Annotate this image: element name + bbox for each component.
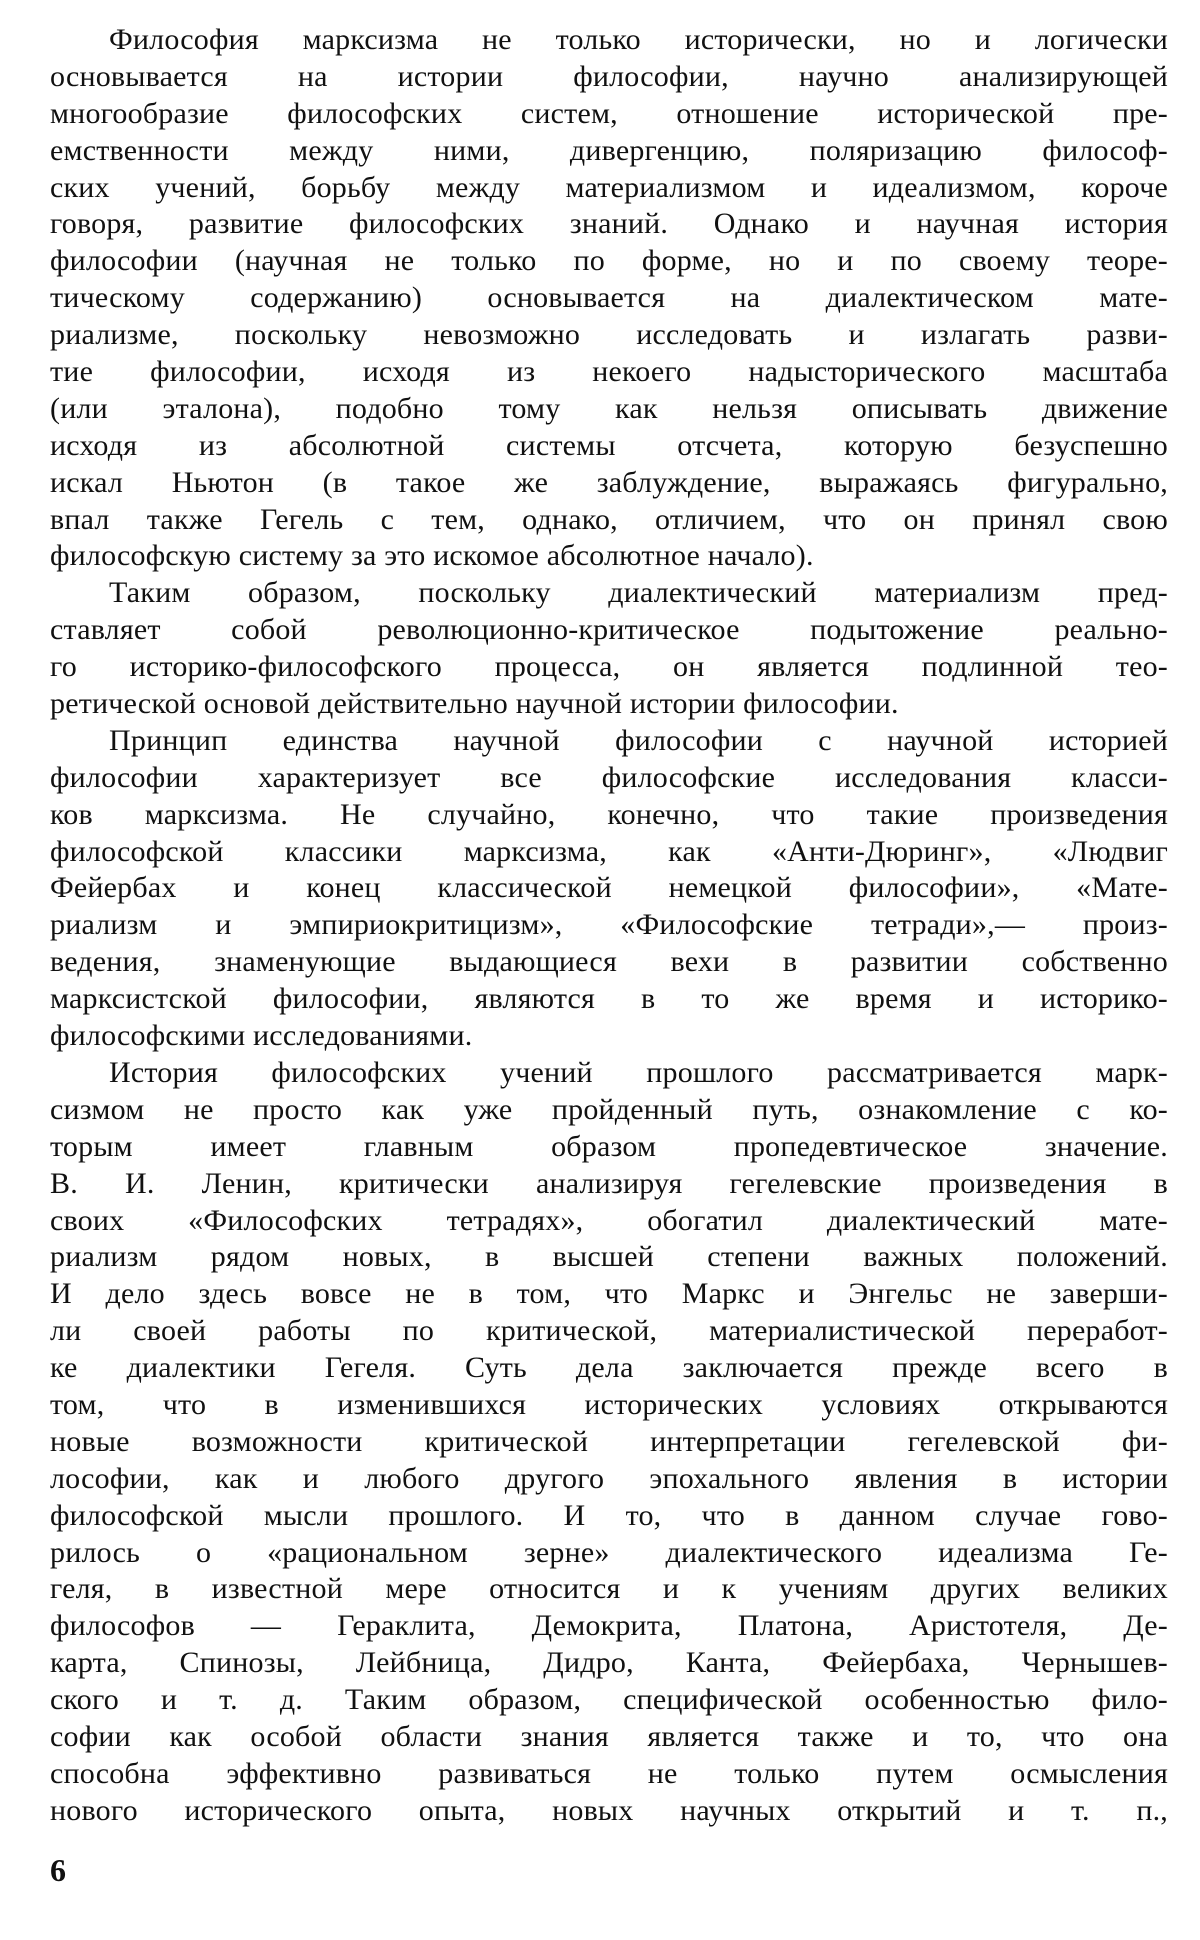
text-line: Таким образом, поскольку диалектический материализм пред- xyxy=(109,576,1168,610)
text-line: философской мысли прошлого. И то, что в данном случае гово- xyxy=(50,1498,1168,1532)
text-line: рилось о «рациональном зерне» диалектического идеализма Ге- xyxy=(50,1535,1168,1569)
text-line: философии характеризует все философские исследования класси- xyxy=(50,760,1168,794)
paragraph-3 xyxy=(50,723,1168,1055)
text-line: основывается на истории философии, научно анализирующей xyxy=(50,59,1168,93)
text-line: емственности между ними, дивергенцию, поляризацию философ- xyxy=(50,133,1168,167)
page-number: 6 xyxy=(50,1852,66,1888)
text-line: карта, Спинозы, Лейбница, Дидро, Канта, Фейербаха, Чернышев- xyxy=(50,1646,1168,1680)
text-line: ли своей работы по критической, материалистической переработ- xyxy=(50,1314,1168,1348)
text-line: ставляет собой революционно-критическое подытожение реально- xyxy=(50,613,1168,647)
paragraph-2 xyxy=(50,575,1168,723)
text-line: ков марксизма. Не случайно, конечно, что такие произведения xyxy=(50,797,1168,831)
text-line: софии как особой области знания является также и то, что она xyxy=(50,1719,1168,1753)
text-line: том, что в изменившихся исторических условиях открываются xyxy=(50,1387,1168,1421)
text-line: способна эффективно развиваться не только путем осмысления xyxy=(50,1756,1168,1790)
text-line: впал также Гегель с тем, однако, отличием, что он принял свою xyxy=(50,502,1168,536)
text-line: философскую систему за это искомое абсолютное начало). xyxy=(50,539,814,573)
text-line: И дело здесь вовсе не в том, что Маркс и Энгельс не заверши- xyxy=(50,1277,1168,1311)
text-line: ского и т. д. Таким образом, специфической особенностью фило- xyxy=(50,1683,1168,1717)
text-line: новые возможности критической интерпретации гегелевской фи- xyxy=(50,1424,1168,1458)
text-line: Фейербах и конец классической немецкой философии», «Мате- xyxy=(50,871,1168,905)
text-line: философской классики марксизма, как «Анти-Дюринг», «Людвиг xyxy=(50,834,1168,868)
text-line: ведения, знаменующие выдающиеся вехи в развитии собственно xyxy=(50,945,1168,979)
text-line: го историко-философского процесса, он является подлинной тео- xyxy=(50,650,1168,684)
text-line: сизмом не просто как уже пройденный путь, ознакомление с ко- xyxy=(50,1092,1168,1126)
page-text xyxy=(50,22,1168,1830)
text-line: ских учений, борьбу между материализмом и идеализмом, короче xyxy=(50,170,1168,204)
paragraph-1 xyxy=(50,22,1168,575)
text-line: Философия марксизма не только исторически, но и логически xyxy=(109,23,1168,56)
text-line: многообразие философских систем, отношение исторической пре- xyxy=(50,96,1168,130)
text-line: философскими исследованиями. xyxy=(50,1019,473,1053)
text-line: ретической основой действительно научной истории философии. xyxy=(50,687,899,721)
text-line: лософии, как и любого другого эпохального явления в истории xyxy=(50,1461,1168,1495)
text-line: тие философии, исходя из некоего надысторического масштаба xyxy=(50,355,1168,389)
text-line: В. И. Ленин, критически анализируя гегелевские произведения в xyxy=(50,1166,1168,1200)
paragraph-4 xyxy=(50,1055,1168,1830)
text-line: (или эталона), подобно тому как нельзя описывать движение xyxy=(50,391,1168,425)
text-line: торым имеет главным образом пропедевтическое значение. xyxy=(50,1129,1168,1163)
text-line: нового исторического опыта, новых научных открытий и т. п., xyxy=(50,1793,1168,1827)
text-line: своих «Философских тетрадях», обогатил диалектический мате- xyxy=(50,1203,1168,1237)
text-line: философии (научная не только по форме, но и по своему теоре- xyxy=(50,244,1168,278)
text-line: говоря, развитие философских знаний. Однако и научная история xyxy=(50,207,1168,241)
text-line: риализме, поскольку невозможно исследовать и излагать разви- xyxy=(50,318,1168,352)
text-line: ке диалектики Гегеля. Суть дела заключается прежде всего в xyxy=(50,1351,1168,1385)
text-line: искал Ньютон (в такое же заблуждение, выражаясь фигурально, xyxy=(50,465,1168,499)
text-line: тическому содержанию) основывается на диалектическом мате- xyxy=(50,281,1168,315)
text-line: марксистской философии, являются в то же время и историко- xyxy=(50,982,1168,1016)
text-line: геля, в известной мере относится и к учениям других великих xyxy=(50,1572,1168,1606)
text-line: философов — Гераклита, Демокрита, Платона, Аристотеля, Де- xyxy=(50,1609,1168,1643)
text-line: Принцип единства научной философии с научной историей xyxy=(109,723,1168,757)
text-line: риализм рядом новых, в высшей степени важных положений. xyxy=(50,1240,1168,1274)
text-line: История философских учений прошлого рассматривается марк- xyxy=(109,1055,1168,1089)
text-line: исходя из абсолютной системы отсчета, которую безуспешно xyxy=(50,428,1168,462)
text-line: риализм и эмпириокритицизм», «Философские тетради»,— произ- xyxy=(50,908,1168,942)
